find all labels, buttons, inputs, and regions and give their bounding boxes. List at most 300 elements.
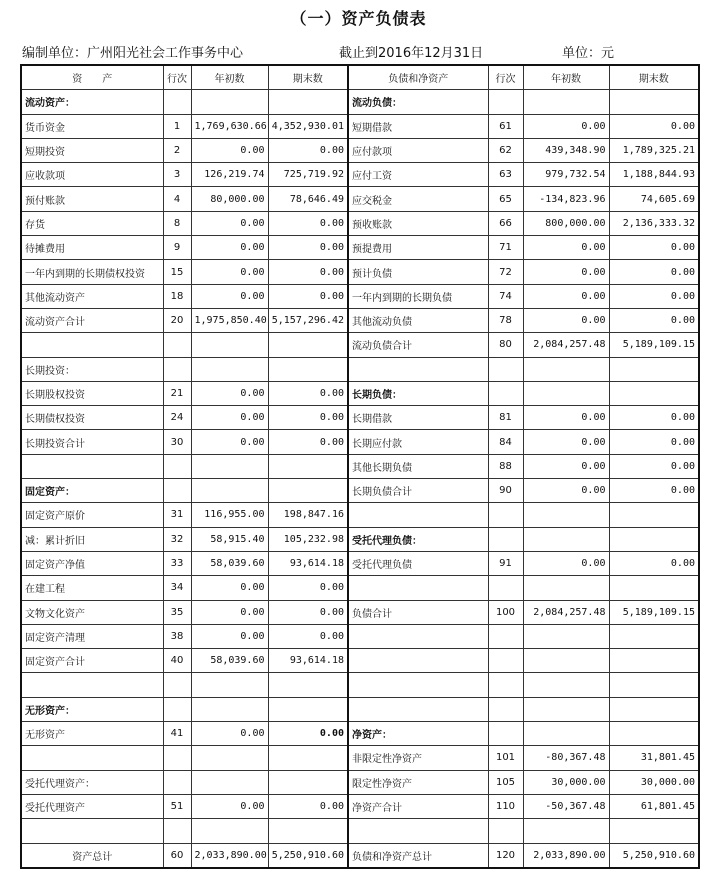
- asset-begin-value: [191, 333, 268, 357]
- liability-end-value: [609, 649, 699, 673]
- liability-begin-value: 0.00: [523, 260, 609, 284]
- asset-end-value: 105,232.98: [268, 527, 348, 551]
- asset-line-number: 4: [163, 187, 191, 211]
- asset-label: 受托代理资产: [21, 794, 163, 818]
- asset-label: 固定资产合计: [21, 649, 163, 673]
- asset-label: 长期股权投资: [21, 381, 163, 405]
- liability-label: [348, 357, 488, 381]
- table-row: [21, 794, 699, 818]
- asset-label: 短期投资: [21, 138, 163, 162]
- liability-begin-value: 0.00: [523, 479, 609, 503]
- asset-begin-value: 58,039.60: [191, 551, 268, 575]
- asset-label: [21, 746, 163, 770]
- asset-end-value: 93,614.18: [268, 649, 348, 673]
- liability-begin-value: [523, 576, 609, 600]
- asset-end-value: 0.00: [268, 624, 348, 648]
- liability-begin-value: 2,084,257.48: [523, 600, 609, 624]
- liability-end-value: 0.00: [609, 454, 699, 478]
- asset-line-number: 34: [163, 576, 191, 600]
- asset-begin-value: 1,975,850.40: [191, 308, 268, 332]
- liability-begin-value: 2,084,257.48: [523, 333, 609, 357]
- asset-line-number: [163, 90, 191, 114]
- liability-begin-value: -134,823.96: [523, 187, 609, 211]
- asset-line-number: [163, 697, 191, 721]
- report-date: 截止到2016年12月31日: [339, 46, 484, 61]
- asset-line-number: 1: [163, 114, 191, 138]
- asset-line-number: 60: [163, 843, 191, 868]
- liability-end-value: 0.00: [609, 406, 699, 430]
- liability-label: [348, 624, 488, 648]
- table-row: [21, 819, 699, 843]
- asset-label: 存货: [21, 211, 163, 235]
- liability-begin-value: 0.00: [523, 114, 609, 138]
- asset-begin-value: 0.00: [191, 236, 268, 260]
- liability-line-number: [488, 576, 523, 600]
- table-row: [21, 770, 699, 794]
- asset-end-value: 0.00: [268, 284, 348, 308]
- asset-end-value: 0.00: [268, 722, 348, 746]
- asset-end-value: 725,719.92: [268, 163, 348, 187]
- asset-begin-value: 0.00: [191, 722, 268, 746]
- asset-begin-value: 1,769,630.66: [191, 114, 268, 138]
- liability-begin-value: [523, 673, 609, 697]
- liability-begin-value: [523, 624, 609, 648]
- liability-line-number: 62: [488, 138, 523, 162]
- asset-begin-value: [191, 673, 268, 697]
- table-row: [21, 138, 699, 162]
- liability-end-value: [609, 624, 699, 648]
- asset-begin-value: 0.00: [191, 138, 268, 162]
- header-liab-line: 行次: [488, 65, 523, 90]
- asset-label: 在建工程: [21, 576, 163, 600]
- asset-end-value: 0.00: [268, 430, 348, 454]
- asset-line-number: 3: [163, 163, 191, 187]
- liability-line-number: 100: [488, 600, 523, 624]
- liability-line-number: 78: [488, 308, 523, 332]
- liability-label: 长期负债：: [348, 381, 488, 405]
- liability-end-value: 0.00: [609, 308, 699, 332]
- liability-begin-value: [523, 697, 609, 721]
- asset-line-number: 21: [163, 381, 191, 405]
- liability-begin-value: 0.00: [523, 308, 609, 332]
- liability-line-number: 65: [488, 187, 523, 211]
- liability-end-value: 30,000.00: [609, 770, 699, 794]
- asset-line-number: 38: [163, 624, 191, 648]
- liability-end-value: [609, 503, 699, 527]
- asset-label: 流动资产：: [21, 90, 163, 114]
- liability-label: 流动负债：: [348, 90, 488, 114]
- asset-begin-value: [191, 746, 268, 770]
- table-row: [21, 673, 699, 697]
- asset-begin-value: 58,915.40: [191, 527, 268, 551]
- liability-begin-value: [523, 722, 609, 746]
- asset-end-value: 198,847.16: [268, 503, 348, 527]
- liability-end-value: 0.00: [609, 236, 699, 260]
- asset-begin-value: [191, 770, 268, 794]
- table-row: [21, 624, 699, 648]
- asset-begin-value: 116,955.00: [191, 503, 268, 527]
- asset-end-value: [268, 770, 348, 794]
- liability-line-number: [488, 381, 523, 405]
- liability-begin-value: 0.00: [523, 551, 609, 575]
- asset-line-number: [163, 770, 191, 794]
- liability-label: [348, 819, 488, 843]
- liability-end-value: 1,789,325.21: [609, 138, 699, 162]
- table-row: [21, 406, 699, 430]
- liability-end-value: 0.00: [609, 479, 699, 503]
- table-row: [21, 600, 699, 624]
- liability-label: 预提费用: [348, 236, 488, 260]
- liability-label: [348, 649, 488, 673]
- table-row: [21, 722, 699, 746]
- liability-begin-value: 30,000.00: [523, 770, 609, 794]
- table-row: [21, 430, 699, 454]
- asset-label: [21, 333, 163, 357]
- asset-label: 一年内到期的长期债权投资: [21, 260, 163, 284]
- liability-end-value: 0.00: [609, 551, 699, 575]
- table-row: [21, 114, 699, 138]
- liability-line-number: [488, 357, 523, 381]
- liability-label: 长期应付款: [348, 430, 488, 454]
- asset-begin-value: 0.00: [191, 576, 268, 600]
- liability-label: 长期负债合计: [348, 479, 488, 503]
- asset-end-value: 0.00: [268, 236, 348, 260]
- table-row: [21, 308, 699, 332]
- liability-begin-value: [523, 90, 609, 114]
- asset-begin-value: 2,033,890.00: [191, 843, 268, 868]
- asset-line-number: 41: [163, 722, 191, 746]
- table-row: [21, 649, 699, 673]
- liability-begin-value: 2,033,890.00: [523, 843, 609, 868]
- asset-label: 固定资产净值: [21, 551, 163, 575]
- liability-end-value: 5,250,910.60: [609, 843, 699, 868]
- asset-begin-value: 0.00: [191, 624, 268, 648]
- liability-line-number: 90: [488, 479, 523, 503]
- liability-line-number: [488, 649, 523, 673]
- asset-label: 货币资金: [21, 114, 163, 138]
- liability-line-number: 80: [488, 333, 523, 357]
- liability-label: [348, 576, 488, 600]
- liability-begin-value: [523, 649, 609, 673]
- liability-line-number: [488, 697, 523, 721]
- info-bar: [22, 42, 702, 60]
- liability-begin-value: 979,732.54: [523, 163, 609, 187]
- liability-end-value: 0.00: [609, 430, 699, 454]
- liability-line-number: 105: [488, 770, 523, 794]
- asset-begin-value: [191, 454, 268, 478]
- asset-end-value: 93,614.18: [268, 551, 348, 575]
- liability-label: 预计负债: [348, 260, 488, 284]
- table-row: [21, 746, 699, 770]
- table-header-row: [21, 65, 699, 90]
- asset-line-number: 33: [163, 551, 191, 575]
- asset-end-value: 5,157,296.42: [268, 308, 348, 332]
- liability-label: 受托代理负债：: [348, 527, 488, 551]
- asset-line-number: [163, 333, 191, 357]
- liability-begin-value: [523, 357, 609, 381]
- asset-begin-value: 0.00: [191, 430, 268, 454]
- liability-label: 应交税金: [348, 187, 488, 211]
- liability-end-value: 0.00: [609, 114, 699, 138]
- asset-line-number: 35: [163, 600, 191, 624]
- asset-label: 长期投资：: [21, 357, 163, 381]
- asset-end-value: [268, 673, 348, 697]
- liability-end-value: 74,605.69: [609, 187, 699, 211]
- currency-unit: 单位：元: [562, 46, 615, 61]
- asset-line-number: [163, 673, 191, 697]
- asset-begin-value: 80,000.00: [191, 187, 268, 211]
- liability-line-number: [488, 673, 523, 697]
- asset-line-number: [163, 357, 191, 381]
- asset-label: 长期投资合计: [21, 430, 163, 454]
- table-row: [21, 503, 699, 527]
- liability-line-number: 74: [488, 284, 523, 308]
- asset-label: 待摊费用: [21, 236, 163, 260]
- asset-line-number: 20: [163, 308, 191, 332]
- asset-label: 固定资产原价: [21, 503, 163, 527]
- asset-label: 预付账款: [21, 187, 163, 211]
- asset-end-value: [268, 746, 348, 770]
- table-row: [21, 357, 699, 381]
- liability-begin-value: -80,367.48: [523, 746, 609, 770]
- asset-line-number: 51: [163, 794, 191, 818]
- liability-end-value: 61,801.45: [609, 794, 699, 818]
- asset-line-number: 30: [163, 430, 191, 454]
- liability-label: 一年内到期的长期负债: [348, 284, 488, 308]
- header-asset-begin: 年初数: [191, 65, 268, 90]
- asset-begin-value: 0.00: [191, 260, 268, 284]
- asset-label: 受托代理资产：: [21, 770, 163, 794]
- table-row: [21, 551, 699, 575]
- liability-line-number: [488, 722, 523, 746]
- asset-label: [21, 454, 163, 478]
- asset-end-value: 0.00: [268, 406, 348, 430]
- asset-end-value: 78,646.49: [268, 187, 348, 211]
- asset-label: 无形资产：: [21, 697, 163, 721]
- liability-line-number: 71: [488, 236, 523, 260]
- liability-line-number: 66: [488, 211, 523, 235]
- liability-end-value: 0.00: [609, 260, 699, 284]
- liability-end-value: [609, 90, 699, 114]
- liability-line-number: [488, 503, 523, 527]
- header-asset-end: 期末数: [268, 65, 348, 90]
- table-row: [21, 211, 699, 235]
- asset-line-number: 24: [163, 406, 191, 430]
- asset-label: 其他流动资产: [21, 284, 163, 308]
- liability-end-value: [609, 673, 699, 697]
- liability-line-number: 101: [488, 746, 523, 770]
- asset-end-value: 5,250,910.60: [268, 843, 348, 868]
- liability-end-value: 5,189,109.15: [609, 333, 699, 357]
- liability-label: [348, 697, 488, 721]
- asset-begin-value: [191, 357, 268, 381]
- asset-begin-value: 126,219.74: [191, 163, 268, 187]
- header-assets: 资 产: [21, 65, 163, 90]
- asset-end-value: 0.00: [268, 794, 348, 818]
- header-liab-end: 期末数: [609, 65, 699, 90]
- liability-label: 其他长期负债: [348, 454, 488, 478]
- table-row: [21, 187, 699, 211]
- table-row: [21, 454, 699, 478]
- asset-label: 应收款项: [21, 163, 163, 187]
- liability-line-number: 84: [488, 430, 523, 454]
- asset-end-value: [268, 357, 348, 381]
- asset-label: 资产总计: [21, 843, 163, 868]
- liability-label: 其他流动负债: [348, 308, 488, 332]
- table-row: [21, 163, 699, 187]
- liability-begin-value: 0.00: [523, 454, 609, 478]
- asset-begin-value: 0.00: [191, 406, 268, 430]
- asset-end-value: 0.00: [268, 381, 348, 405]
- liability-begin-value: 800,000.00: [523, 211, 609, 235]
- asset-begin-value: 0.00: [191, 284, 268, 308]
- asset-line-number: 15: [163, 260, 191, 284]
- liability-end-value: 5,189,109.15: [609, 600, 699, 624]
- asset-label: [21, 673, 163, 697]
- asset-end-value: [268, 697, 348, 721]
- liability-end-value: 31,801.45: [609, 746, 699, 770]
- asset-begin-value: [191, 819, 268, 843]
- asset-label: 减：累计折旧: [21, 527, 163, 551]
- asset-end-value: 0.00: [268, 211, 348, 235]
- liability-line-number: [488, 90, 523, 114]
- asset-line-number: [163, 479, 191, 503]
- asset-line-number: 9: [163, 236, 191, 260]
- asset-label: 文物文化资产: [21, 600, 163, 624]
- liability-begin-value: 439,348.90: [523, 138, 609, 162]
- asset-begin-value: 0.00: [191, 600, 268, 624]
- liability-label: [348, 503, 488, 527]
- asset-label: 长期债权投资: [21, 406, 163, 430]
- liability-label: [348, 673, 488, 697]
- asset-end-value: 0.00: [268, 576, 348, 600]
- liability-line-number: 72: [488, 260, 523, 284]
- asset-end-value: [268, 90, 348, 114]
- table-row: [21, 260, 699, 284]
- liability-begin-value: 0.00: [523, 284, 609, 308]
- liability-label: 长期借款: [348, 406, 488, 430]
- asset-line-number: [163, 454, 191, 478]
- liability-label: 净资产合计: [348, 794, 488, 818]
- liability-label: 限定性净资产: [348, 770, 488, 794]
- liability-line-number: 81: [488, 406, 523, 430]
- liability-end-value: [609, 697, 699, 721]
- asset-line-number: [163, 746, 191, 770]
- table-row: [21, 90, 699, 114]
- asset-line-number: [163, 819, 191, 843]
- asset-label: 流动资产合计: [21, 308, 163, 332]
- liability-end-value: [609, 576, 699, 600]
- liability-label: 负债合计: [348, 600, 488, 624]
- liability-line-number: 88: [488, 454, 523, 478]
- liability-end-value: [609, 381, 699, 405]
- liability-line-number: [488, 819, 523, 843]
- liability-begin-value: [523, 819, 609, 843]
- asset-end-value: [268, 819, 348, 843]
- liability-line-number: 110: [488, 794, 523, 818]
- asset-line-number: 31: [163, 503, 191, 527]
- liability-end-value: [609, 819, 699, 843]
- liability-label: 短期借款: [348, 114, 488, 138]
- asset-line-number: 40: [163, 649, 191, 673]
- liability-line-number: 120: [488, 843, 523, 868]
- table-row: [21, 284, 699, 308]
- asset-end-value: [268, 479, 348, 503]
- liability-line-number: 61: [488, 114, 523, 138]
- asset-label: 固定资产：: [21, 479, 163, 503]
- liability-end-value: [609, 357, 699, 381]
- asset-begin-value: [191, 90, 268, 114]
- asset-line-number: 8: [163, 211, 191, 235]
- table-row: [21, 333, 699, 357]
- asset-begin-value: [191, 479, 268, 503]
- liability-label: 流动负债合计: [348, 333, 488, 357]
- liability-label: 预收账款: [348, 211, 488, 235]
- table-row: [21, 527, 699, 551]
- table-row: [21, 576, 699, 600]
- liability-end-value: 1,188,844.93: [609, 163, 699, 187]
- liability-label: 非限定性净资产: [348, 746, 488, 770]
- asset-end-value: [268, 454, 348, 478]
- asset-end-value: 4,352,930.01: [268, 114, 348, 138]
- liability-begin-value: [523, 527, 609, 551]
- liability-begin-value: 0.00: [523, 236, 609, 260]
- liability-label: 应付工资: [348, 163, 488, 187]
- liability-label: 受托代理负债: [348, 551, 488, 575]
- asset-begin-value: 0.00: [191, 794, 268, 818]
- asset-begin-value: [191, 697, 268, 721]
- liability-begin-value: 0.00: [523, 406, 609, 430]
- page-title: （一）资产负债表: [290, 9, 427, 28]
- liability-label: 负债和净资产总计: [348, 843, 488, 868]
- header-asset-line: 行次: [163, 65, 191, 90]
- asset-label: [21, 819, 163, 843]
- liability-line-number: 63: [488, 163, 523, 187]
- header-liab-begin: 年初数: [523, 65, 609, 90]
- liability-begin-value: [523, 381, 609, 405]
- asset-begin-value: 58,039.60: [191, 649, 268, 673]
- asset-label: 无形资产: [21, 722, 163, 746]
- table-row: [21, 236, 699, 260]
- table-row: [21, 381, 699, 405]
- header-liabilities: 负债和净资产: [348, 65, 488, 90]
- asset-line-number: 32: [163, 527, 191, 551]
- asset-end-value: 0.00: [268, 138, 348, 162]
- liability-label: 净资产：: [348, 722, 488, 746]
- table-row: [21, 843, 699, 868]
- liability-line-number: [488, 624, 523, 648]
- liability-line-number: [488, 527, 523, 551]
- liability-label: 应付款项: [348, 138, 488, 162]
- asset-end-value: [268, 333, 348, 357]
- asset-end-value: 0.00: [268, 260, 348, 284]
- asset-begin-value: 0.00: [191, 381, 268, 405]
- asset-begin-value: 0.00: [191, 211, 268, 235]
- table-row: [21, 479, 699, 503]
- liability-begin-value: 0.00: [523, 430, 609, 454]
- asset-end-value: 0.00: [268, 600, 348, 624]
- balance-sheet-table: [20, 64, 700, 869]
- liability-end-value: 2,136,333.32: [609, 211, 699, 235]
- liability-end-value: [609, 722, 699, 746]
- liability-begin-value: -50,367.48: [523, 794, 609, 818]
- liability-end-value: [609, 527, 699, 551]
- asset-line-number: 2: [163, 138, 191, 162]
- liability-line-number: 91: [488, 551, 523, 575]
- asset-label: 固定资产清理: [21, 624, 163, 648]
- liability-begin-value: [523, 503, 609, 527]
- liability-end-value: 0.00: [609, 284, 699, 308]
